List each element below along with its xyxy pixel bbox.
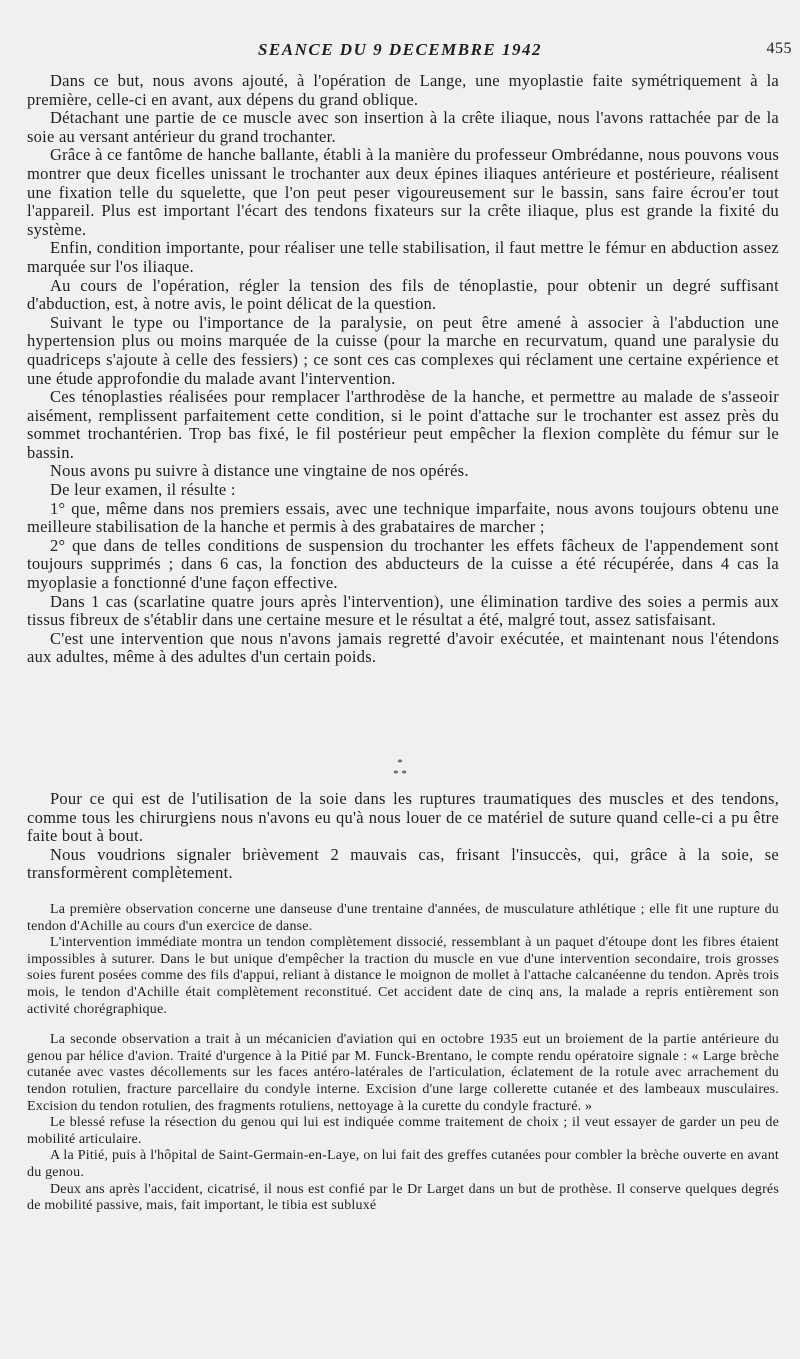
section-separator (0, 758, 800, 780)
asterisk-top: * (397, 757, 403, 769)
observation-paragraph: La première observation concerne une danseuse d'une trentaine d'années, de musculature athlétique ; elle fit une rupture du tendon d'Achille au cours d'un exercice de danse. (27, 902, 779, 934)
paragraph: De leur examen, il résulte : (50, 480, 236, 500)
page-header (0, 40, 800, 64)
paragraph: 1° que, même dans nos premiers essais, avec une technique imparfaite, nous avons toujours obtenu une meilleure stabilisation de la hanche et permis à des grabataires de marcher ; (27, 498, 779, 537)
observation-paragraph: Le blessé refuse la résection du genou qui lui est indiquée comme traitement de choix ; il veut essayer de garder un peu de mobilité articulaire. (27, 1115, 779, 1147)
paragraph: Dans 1 cas (scarlatine quatre jours après l'intervention), une élimination tardive des soies a permis aux tissus fibreux de s'établir dans une certaine mesure et le résultat a été, malgré tout, assez satisfaisant. (27, 591, 779, 630)
paragraph: Détachant une partie de ce muscle avec son insertion à la crête iliaque, nous l'avons rattachée par de la soie au versant antérieur du grand trochanter. (27, 108, 779, 146)
paragraph: 2° que dans de telles conditions de suspension du trochanter les effets fâcheux de l'appendement sont toujours supprimés ; dans 6 cas, la fonction des abducteurs de la cuisse a été récupérée, dans 4 cas la myoplasie a fonctionné d'une façon effective. (27, 535, 779, 593)
paragraph: Suivant le type ou l'importance de la paralysie, on peut être amené à associer à l'abduction une hypertension plus ou moins marquée de la cuisse (pour la marche en recurvatum, quand une paralysie du quadriceps s'ajoute à celle des fessiers) ; ce sont ces cas complexes qui réclament une certaine expérience et une étude approfondie du malade avant l'intervention. (27, 312, 779, 388)
paragraph: Grâce à ce fantôme de hanche ballante, établi à la manière du professeur Ombrédanne, nous pouvons vous montrer que deux ficelles unissant le trochanter aux deux épines iliaques antérieure et postérieure, réalisent une fixation telle du squelette, que l'on peut peser vigoureusement sur le bassin, sans faire écrou'er tout l'appareil. Plus est important l'écart des tendons fixateurs sur la crête iliaque, plus est grande la fixité du système. (27, 145, 779, 239)
asterisk-bottom: * * (393, 768, 407, 780)
paragraph: Nous voudrions signaler brièvement 2 mauvais cas, frisant l'insuccès, qui, grâce à la soie, se transformèrent complètement. (27, 844, 779, 883)
running-title: SEANCE DU 9 DECEMBRE 1942 (257, 40, 543, 59)
paragraph: Dans ce but, nous avons ajouté, à l'opération de Lange, une myoplastie faite symétriquement à la première, celle-ci en avant, aux dépens du grand oblique. (27, 71, 779, 109)
observation-paragraph: A la Pitié, puis à l'hôpital de Saint-Germain-en-Laye, on lui fait des greffes cutanées pour combler la brèche ouverte en avant du genou. (27, 1148, 779, 1180)
body-text (27, 72, 779, 667)
paragraph: Nous avons pu suivre à distance une vingtaine de nos opérés. (50, 461, 469, 481)
case-observations (27, 902, 779, 1215)
paragraph: Pour ce qui est de l'utilisation de la soie dans les ruptures traumatiques des muscles et des tendons, comme tous les chirurgiens nous n'avons eu qu'à nous louer de ce matériel de suture quand celle-ci a pu être faite bout à bout. (27, 789, 779, 846)
paragraph: C'est une intervention que nous n'avons jamais regretté d'avoir exécutée, et maintenant nous l'étendons aux adultes, même à des adultes d'un certain poids. (27, 628, 779, 667)
page-number: 455 (766, 40, 792, 57)
observation-paragraph: La seconde observation a trait à un mécanicien d'aviation qui en octobre 1935 eut un broiement de la partie antérieure du genou par hélice d'avion. Traité d'urgence à la Pitié par M. Funck-Brentano, le compte rendu opératoire signale : « Large brèche cutanée avec vastes décollements sur les faces antéro-latérales de l'articulation, éclatement de la rotule avec arrachement du tendon rotulien, fracture parcellaire du condyle interne. Excision d'une large collerette cutanée et des lambeaux musculaires. Excision du tendon rotulien, des fragments rotuliens, nettoyage à la curette du condyle fracturé. » (27, 1032, 779, 1114)
paragraph: Ces ténoplasties réalisées pour remplacer l'arthrodèse de la hanche, et permettre au malade de s'asseoir aisément, remplissent parfaitement cette condition, si le point d'attache sur le trochanter est assez près du sommet trochantérien. Trop bas fixé, le fil postérieur peut empêcher la flexion complète du fémur sur le bassin. (27, 387, 779, 462)
paragraph: Enfin, condition importante, pour réaliser une telle stabilisation, il faut mettre le fémur en abduction assez marquée sur l'os iliaque. (27, 238, 779, 276)
observation-paragraph: L'intervention immédiate montra un tendon complètement dissocié, ressemblant à un paquet d'étoupe dont les fibres étaient impossibles à suturer. Dans le but unique d'empêcher la traction du muscle en vue d'une intervention secondaire, trois grosses soies furent posées comme des fils d'appui, reliant à distance le moignon de mollet à l'attache calcanéenne du tendon. Après trois mois, le tendon d'Achille était complètement reconstitué. Cet accident date de cinq ans, la malade a repris entièrement son activité chorégraphique. (27, 935, 779, 1017)
body-text-continued (27, 790, 779, 883)
paragraph: Au cours de l'opération, régler la tension des fils de ténoplastie, pour obtenir un degré suffisant d'abduction, est, à notre avis, le point délicat de la question. (27, 275, 779, 314)
observation-paragraph: Deux ans après l'accident, cicatrisé, il nous est confié par le Dr Larget dans un but de prothèse. Il conserve quelques degrés de mobilité passive, mais, fait important, le tibia est subluxé (27, 1181, 779, 1214)
